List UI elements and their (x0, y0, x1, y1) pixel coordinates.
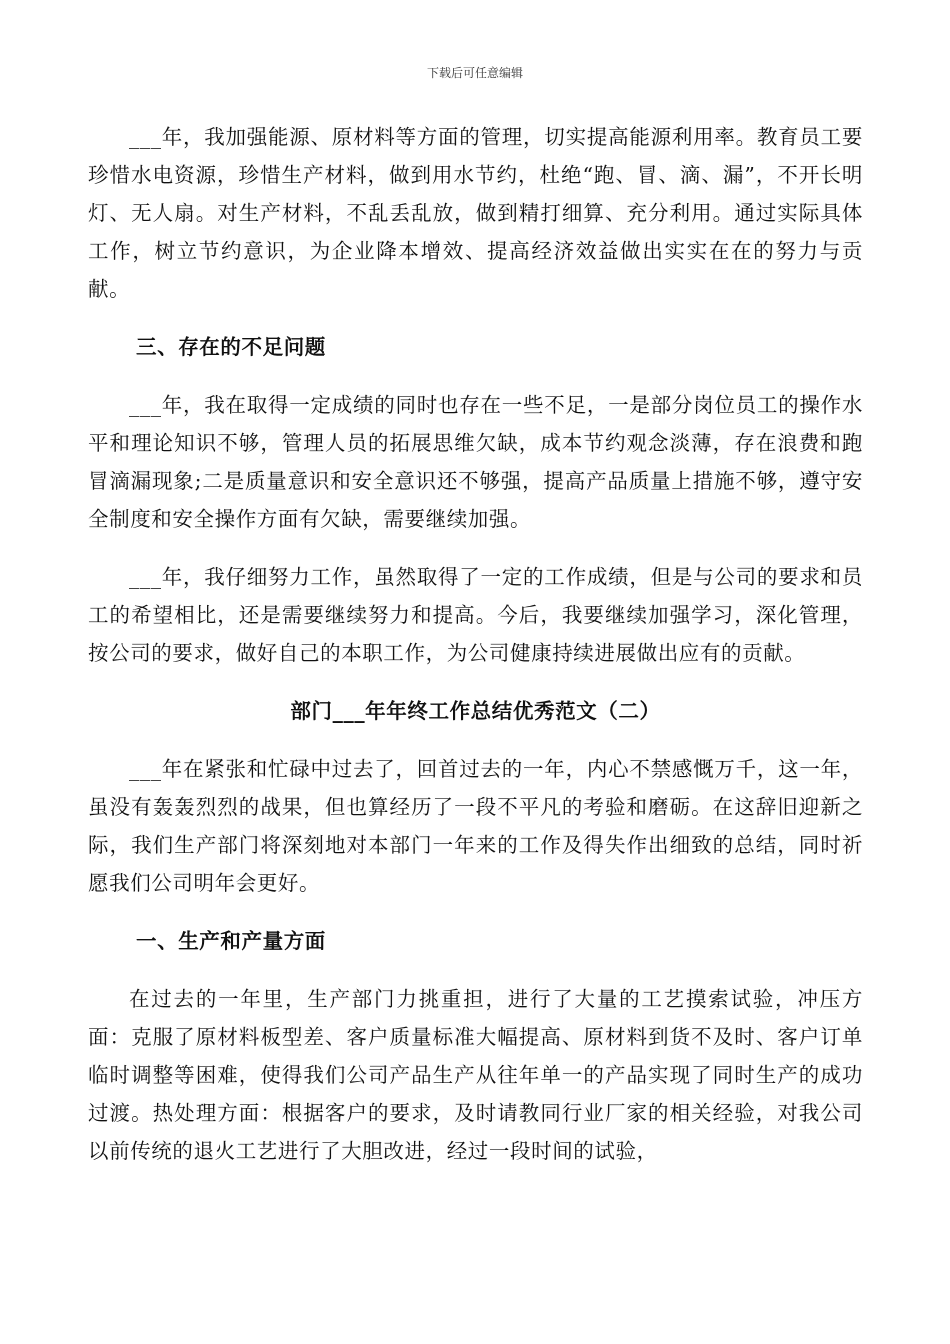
paragraph-energy-management: ___年，我加强能源、原材料等方面的管理，切实提高能源利用率。教育员工要珍惜水电资源，珍惜生产材料，做到用水节约，杜绝“跑、冒、滴、漏”，不开长明灯、无人扇。对生产材料，不乱丢乱放，做到精打细算、充分利用。通过实际具体工作，树立节约意识，为企业降本增效、提高经济效益做出实实在在的努力与贡献。 (88, 125, 863, 301)
page-header: 下载后可任意编辑 (426, 66, 523, 80)
article-title: 部门___年年终工作总结优秀范文（二） (290, 699, 661, 723)
section-heading-shortcomings: 三、存在的不足问题 (136, 335, 326, 359)
section-heading-production: 一、生产和产量方面 (136, 929, 326, 953)
paragraph-production: 在过去的一年里，生产部门力挑重担，进行了大量的工艺摸索试验，冲压方面：克服了原材料板型差、客户质量标准大幅提高、原材料到货不及时、客户订单临时调整等困难，使得我们公司产品生产从往年单一的产品实现了同时生产的成功过渡。热处理方面：根据客户的要求，及时请教同行业厂家的相关经验，对我公司以前传统的退火工艺进行了大胆改进，经过一段时间的试验， (88, 987, 863, 1163)
paragraph-future-plans: ___年，我仔细努力工作，虽然取得了一定的工作成绩，但是与公司的要求和员工的希望相比，还是需要继续努力和提高。今后，我要继续加强学习，深化管理，按公司的要求，做好自己的本职工作，为公司健康持续进展做出应有的贡献。 (88, 565, 863, 665)
paragraph-introduction: ___年在紧张和忙碌中过去了，回首过去的一年，内心不禁感慨万千，这一年，虽没有轰轰烈烈的战果，但也算经历了一段不平凡的考验和磨砺。在这辞旧迎新之际，我们生产部门将深刻地对本部门一年来的工作及得失作出细致的总结，同时祈愿我们公司明年会更好。 (88, 757, 863, 895)
document-body (88, 118, 863, 1190)
paragraph-shortcomings: ___年，我在取得一定成绩的同时也存在一些不足，一是部分岗位员工的操作水平和理论知识不够，管理人员的拓展思维欠缺，成本节约观念淡薄，存在浪费和跑冒滴漏现象;二是质量意识和安全意识还不够强，提高产品质量上措施不够，遵守安全制度和安全操作方面有欠缺，需要继续加强。 (88, 393, 863, 531)
